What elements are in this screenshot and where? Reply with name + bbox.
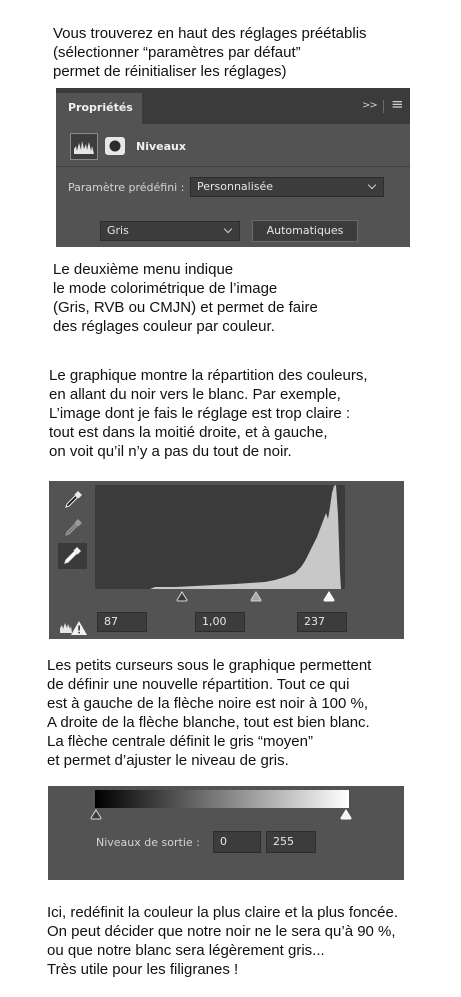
histogram-paragraph: Le graphique montre la répartition des couleurs, en allant du noir vers le blanc. Par exemple, L’image dont je fais le réglage est trop claire : tout est dans la moitié droite, et à gauche, on voit qu’il n’y a pas du tout de noir. [49,367,368,460]
histogram-graph [95,485,345,589]
gamma-slider[interactable] [250,591,262,602]
tab-properties-label: Propriétés [68,101,133,114]
channel-paragraph: Le deuxième menu indique le mode colorimétrique de l’image (Gris, RVB ou CMJN) et permet de faire des réglages couleur par couleur. [53,261,318,335]
output-levels-panel [48,786,404,880]
channel-dropdown-value: Gris [107,224,129,237]
channel-dropdown[interactable] [100,221,240,241]
levels-adjustment-icon [70,133,98,160]
output-gradient-bar [95,790,349,808]
output-white-slider[interactable] [340,809,352,820]
output-white-field[interactable] [266,831,316,853]
input-black-field[interactable] [97,612,147,632]
sliders-paragraph: Les petits curseurs sous le graphique permettent de définir une nouvelle répartition. Tout ce qui est à gauche de la flèche noire est noir à 100 %, A droite de la flèche blanche, tout est bien blanc. La flèche centrale définit le gris “moyen” et permet d’ajuster le niveau de gris. [47,657,372,769]
properties-panel [56,88,410,247]
layer-mask-icon[interactable] [104,136,126,156]
white-eyedropper-icon[interactable] [58,543,87,569]
output-white-value: 255 [273,835,294,848]
input-gamma-value: 1,00 [202,615,227,628]
input-gamma-field[interactable] [195,612,245,632]
output-paragraph: Ici, redéfinit la couleur la plus claire et la plus foncée. On peut décider que notre noir ne le sera qu’à 90 %, ou que notre blanc sera légèrement gris... Très utile pour les filigranes ! [47,904,399,978]
layer-name: Niveaux [136,140,186,153]
white-point-slider[interactable] [323,591,335,602]
clipping-warning-icon[interactable] [59,619,89,637]
divider [383,100,384,113]
intro-paragraph: Vous trouverez en haut des réglages préétablis (sélectionner “paramètres par défaut” permet de réinitialiser les réglages) [53,25,367,80]
chevron-down-icon [368,181,376,189]
auto-button[interactable] [252,220,358,242]
output-black-field[interactable] [213,831,261,853]
preset-label: Paramètre prédéfini : [68,181,185,194]
chevron-down-icon [224,225,232,233]
output-black-value: 0 [220,835,227,848]
input-white-field[interactable] [297,612,347,632]
input-white-value: 237 [304,615,325,628]
histogram-panel [49,481,404,639]
divider [56,166,410,167]
auto-button-label: Automatiques [266,224,344,237]
input-black-value: 87 [104,615,118,628]
expand-panel-icon[interactable]: >> [362,100,377,111]
black-eyedropper-icon[interactable] [61,488,85,512]
preset-dropdown-value: Personnalisée [197,180,274,193]
preset-dropdown[interactable] [190,177,384,197]
tab-properties[interactable] [56,93,142,124]
panel-menu-icon[interactable]: ≡ [391,95,404,113]
gray-eyedropper-icon[interactable] [61,516,85,540]
output-black-slider[interactable] [90,809,102,820]
black-point-slider[interactable] [176,591,188,602]
output-levels-label: Niveaux de sortie : [96,836,200,849]
